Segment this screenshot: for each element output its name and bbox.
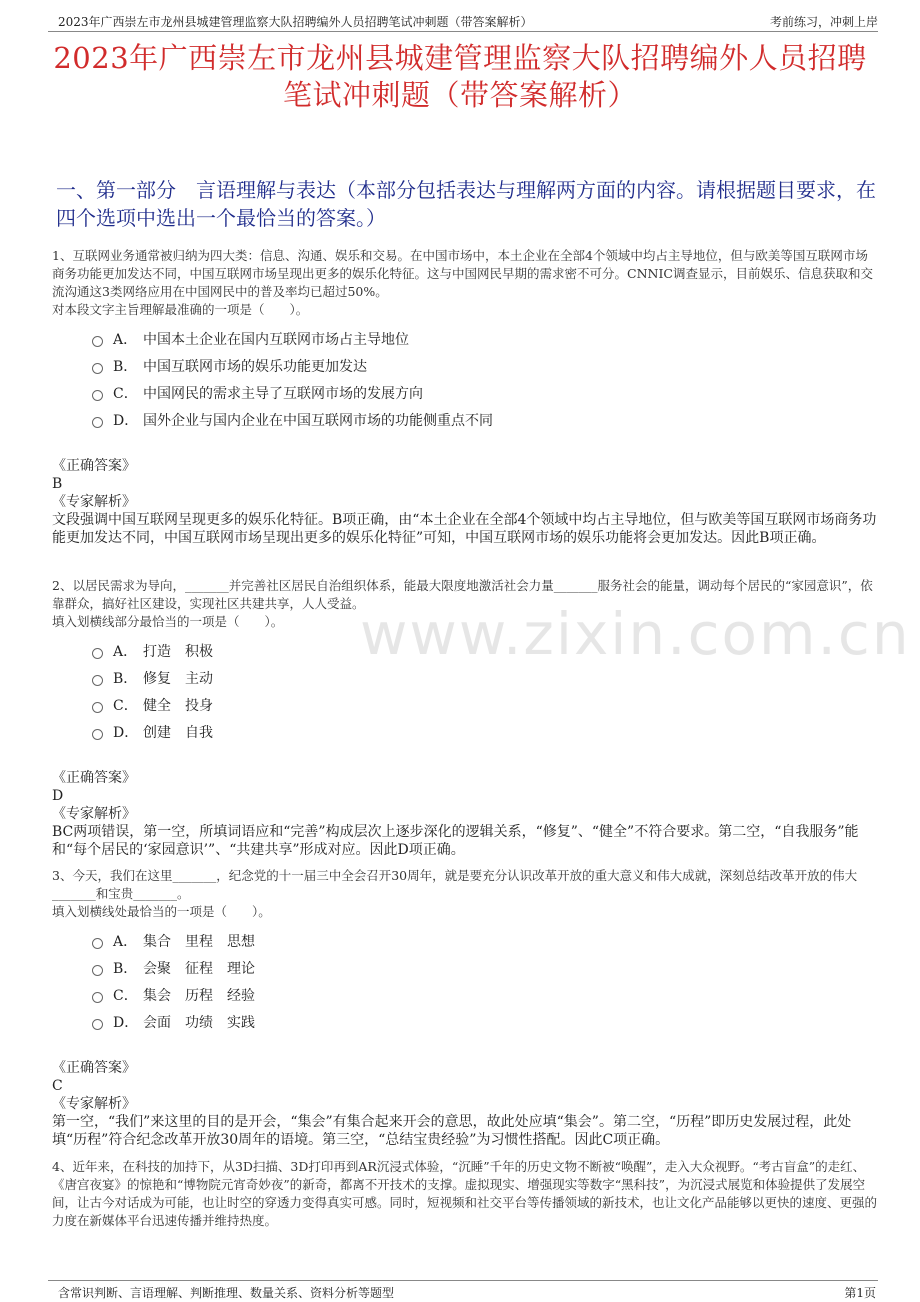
document-title: 2023年广西崇左市龙州县城建管理监察大队招聘编外人员招聘笔试冲刺题（带答案解析） [53, 41, 867, 112]
option-text: 会面 功绩 实践 [143, 1014, 255, 1031]
section-heading: 一、第一部分 言语理解与表达（本部分包括表达与理解两方面的内容。请根据题目要求，在四个选项中选出一个最恰当的答案。） [56, 178, 876, 230]
radio-icon[interactable] [92, 729, 103, 740]
header-title: 2023年广西崇左市龙州县城建管理监察大队招聘编外人员招聘笔试冲刺题（带答案解析） [58, 15, 533, 29]
radio-icon[interactable] [92, 702, 103, 713]
option-text: 健全 投身 [143, 697, 213, 714]
radio-icon[interactable] [92, 965, 103, 976]
option-b[interactable] [92, 954, 880, 981]
answer-label: 《正确答案》 [52, 770, 136, 786]
radio-icon[interactable] [92, 363, 103, 374]
option-list [52, 325, 880, 433]
answer-label: 《正确答案》 [52, 458, 136, 474]
question-prompt: 对本段文字主旨理解最准确的一项是（ ）。 [52, 302, 309, 317]
answer-value: C [52, 1078, 63, 1094]
option-letter: C． [113, 697, 138, 714]
option-letter: D． [113, 1014, 139, 1031]
radio-icon[interactable] [92, 417, 103, 428]
watermark: www.zixin.com.cn [360, 600, 911, 668]
option-list [52, 927, 880, 1035]
option-text: 中国互联网市场的娱乐功能更加发达 [143, 358, 367, 375]
option-letter: B． [113, 960, 138, 977]
option-d[interactable] [92, 1008, 880, 1035]
question-stem: 4、近年来，在科技的加持下，从3D扫描、3D打印再到AR沉浸式体验，“沉睡”千年的历史文物不断被“唤醒”，走入大众视野。“考古盲盒”的走红、《唐宫夜宴》的惊艳和“博物院元宵奇妙夜”的新奇，都离不开技术的支撑。虚拟现实、增强现实等数字“黑科技”，为沉浸式展览和体验提供了发展空间，让古今对话成为可能，也让时空的穿透力变得真实可感。同时，短视频和社交平台等传播领域的新技术，也让文化产品能够以更快的速度、更强的力度在新媒体平台迅速传播并维持热度。 [52, 1159, 878, 1228]
analysis-label: 《专家解析》 [52, 494, 136, 510]
option-d[interactable] [92, 406, 880, 433]
radio-icon[interactable] [92, 992, 103, 1003]
option-letter: C． [113, 987, 138, 1004]
option-letter: B． [113, 358, 138, 375]
option-text: 打造 积极 [143, 643, 213, 660]
question-prompt: 填入划横线处最恰当的一项是（ ）。 [52, 904, 271, 919]
question-2 [52, 577, 880, 859]
radio-icon[interactable] [92, 1019, 103, 1030]
question-3 [52, 867, 880, 1149]
answer-value: D [52, 788, 64, 804]
radio-icon[interactable] [92, 336, 103, 347]
answer-block [52, 457, 880, 547]
radio-icon[interactable] [92, 938, 103, 949]
option-text: 集合 里程 思想 [143, 933, 255, 950]
answer-block [52, 1059, 880, 1149]
option-letter: A． [113, 933, 138, 950]
analysis-text: 第一空，“我们”来这里的目的是开会，“集会”有集合起来开会的意思，故此处应填“集会”。第二空，“历程”即历史发展过程，此处填“历程”符合纪念改革开放30周年的语境。第三空，“总结宝贵经验”为习惯性搭配。因此C项正确。 [52, 1114, 852, 1148]
option-text: 修复 主动 [143, 670, 213, 687]
option-c[interactable] [92, 981, 880, 1008]
option-letter: B． [113, 670, 138, 687]
answer-block [52, 769, 880, 859]
radio-icon[interactable] [92, 390, 103, 401]
option-a[interactable] [92, 927, 880, 954]
option-text: 中国本土企业在国内互联网市场占主导地位 [143, 331, 409, 348]
question-1 [52, 247, 880, 547]
option-b[interactable] [92, 352, 880, 379]
option-letter: D． [113, 412, 139, 429]
radio-icon[interactable] [92, 648, 103, 659]
option-a[interactable] [92, 637, 880, 664]
page-footer [0, 1272, 920, 1302]
option-letter: A． [113, 643, 138, 660]
page-header [0, 0, 920, 34]
question-4 [52, 1158, 880, 1230]
answer-value: B [52, 476, 63, 492]
analysis-text: 文段强调中国互联网呈现更多的娱乐化特征。B项正确，由“本土企业在全部4个领域中均占主导地位，但与欧美等国互联网市场商务功能更加发达不同，中国互联网市场呈现出更多的娱乐化特征”可知，中国互联网市场的娱乐功能将会更加发达。因此B项正确。 [52, 512, 877, 546]
header-divider [48, 31, 878, 32]
question-stem: 2、以居民需求为导向，_______并完善社区居民自治组织体系，能最大限度地激活社会力量_______服务社会的能量，调动每个居民的“家园意识”，依靠群众，搞好社区建设，实现社区共建共享，人人受益。 [52, 578, 873, 611]
option-letter: A． [113, 331, 138, 348]
header-slogan: 考前练习，冲刺上岸 [769, 15, 878, 29]
option-text: 创建 自我 [143, 724, 213, 741]
analysis-label: 《专家解析》 [52, 1096, 136, 1112]
option-text: 国外企业与国内企业在中国互联网市场的功能侧重点不同 [143, 412, 493, 429]
question-stem: 1、互联网业务通常被归纳为四大类：信息、沟通、娱乐和交易。在中国市场中，本土企业在全部4个领域中均占主导地位，但与欧美等国互联网市场商务功能更加发达不同，中国互联网市场呈现出更多的娱乐化特征。这与中国网民早期的需求密不可分。CNNIC调查显示，目前娱乐、信息获取和交流沟通这3类网络应用在中国网民中的普及率均已超过50%。 [52, 248, 873, 299]
analysis-label: 《专家解析》 [52, 806, 136, 822]
question-prompt: 填入划横线部分最恰当的一项是（ ）。 [52, 614, 284, 629]
question-stem: 3、今天，我们在这里_______，纪念党的十一届三中全会召开30周年，就是要充分认识改革开放的重大意义和伟大成就，深刻总结改革开放的伟大_______和宝贵_______。 [52, 868, 858, 901]
analysis-text: BC两项错误，第一空，所填词语应和“完善”构成层次上逐步深化的逻辑关系，“修复”、“健全”不符合要求。第二空，“自我服务”能和“每个居民的‘家园意识’”、“共建共享”形成对应。因此D项正确。 [52, 824, 859, 858]
option-c[interactable] [92, 691, 880, 718]
option-d[interactable] [92, 718, 880, 745]
option-letter: C． [113, 385, 138, 402]
option-list [52, 637, 880, 745]
option-c[interactable] [92, 379, 880, 406]
option-text: 集会 历程 经验 [143, 987, 255, 1004]
option-a[interactable] [92, 325, 880, 352]
option-text: 中国网民的需求主导了互联网市场的发展方向 [143, 385, 423, 402]
option-b[interactable] [92, 664, 880, 691]
page-number: 第1页 [844, 1286, 876, 1300]
footer-note: 含常识判断、言语理解、判断推理、数量关系、资料分析等题型 [58, 1286, 395, 1300]
option-letter: D． [113, 724, 139, 741]
answer-label: 《正确答案》 [52, 1060, 136, 1076]
footer-divider [48, 1280, 878, 1281]
option-text: 会聚 征程 理论 [143, 960, 255, 977]
radio-icon[interactable] [92, 675, 103, 686]
